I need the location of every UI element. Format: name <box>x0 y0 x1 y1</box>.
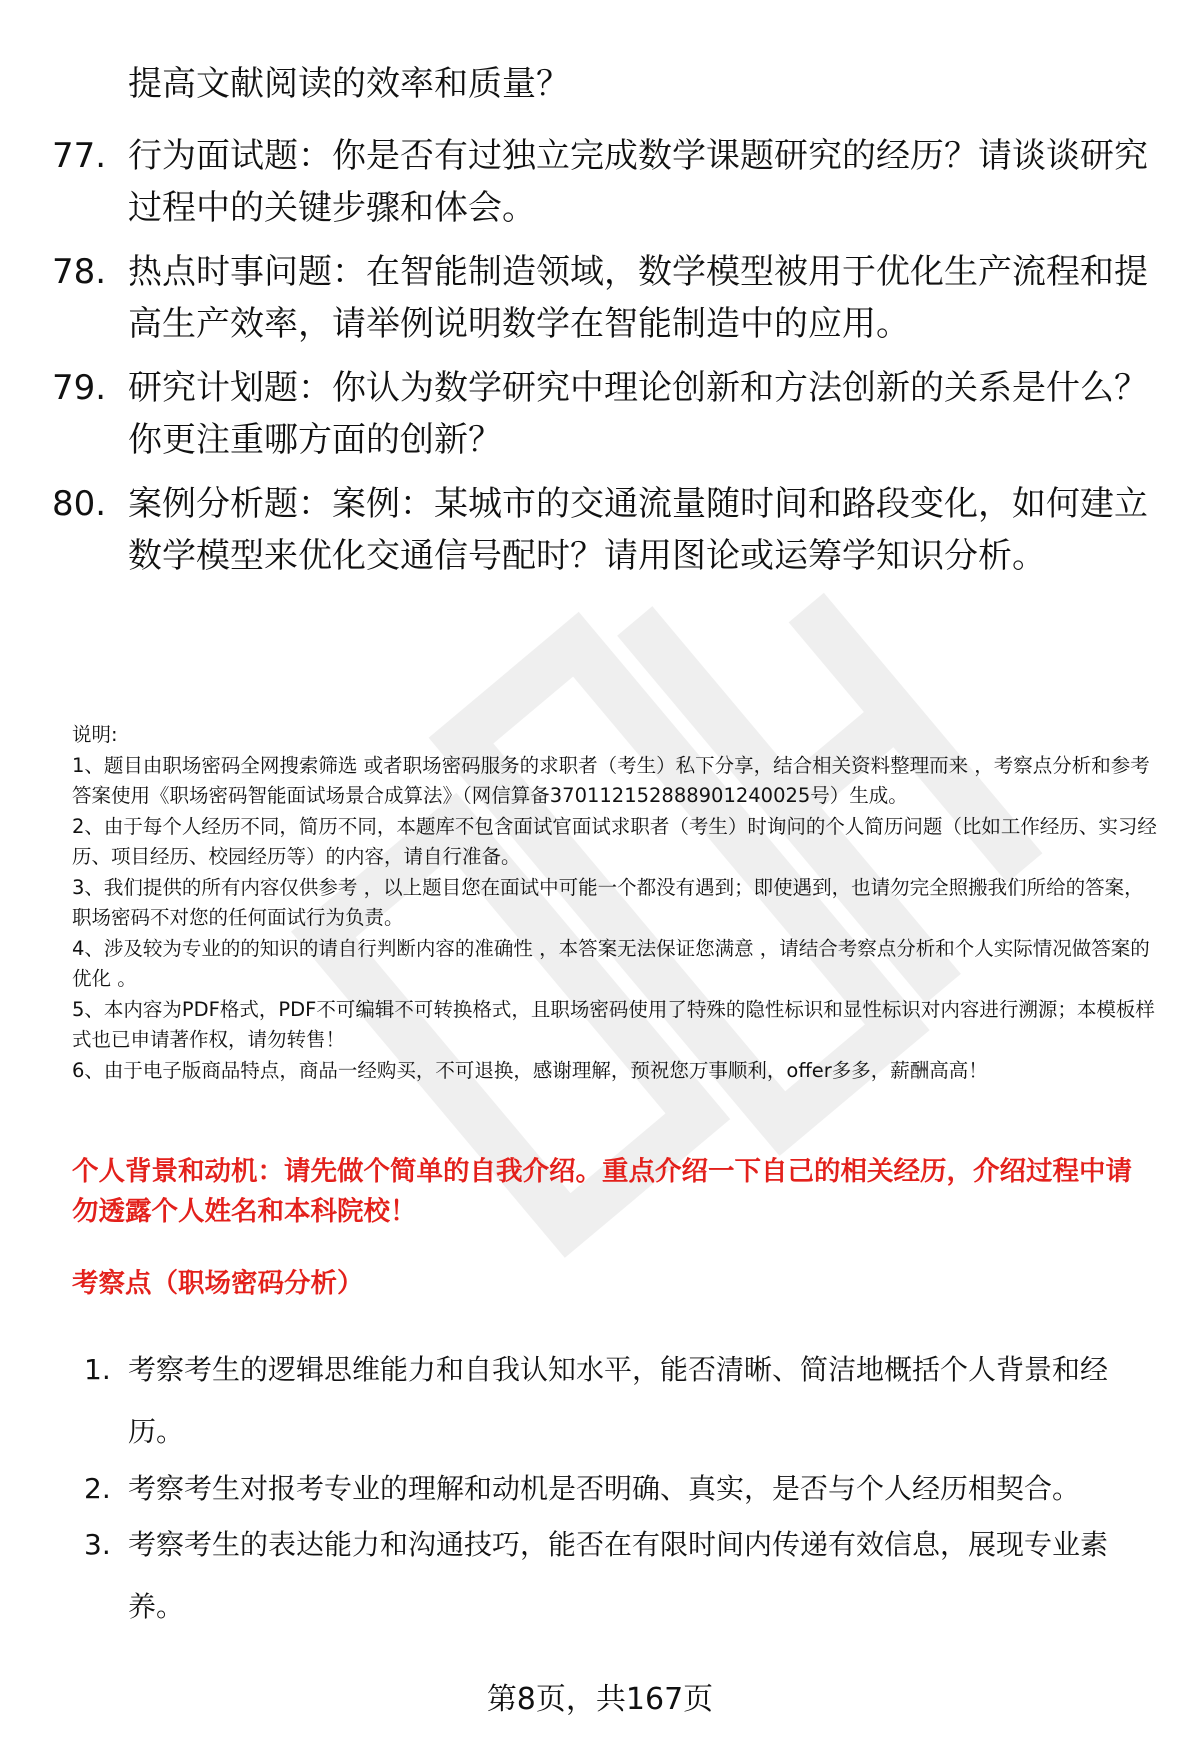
note-item: 1、题目由职场密码全网搜索筛选 或者职场密码服务的求职者（考生）私下分享，结合相关资料整理而来 ，考察点分析和参考答案使用《职场密码智能面试场景合成算法》（网信算备370112152888901240025号）生成。 <box>72 753 1150 807</box>
key-point-text: 考察考生的逻辑思维能力和自我认知水平，能否清晰、简洁地概括个人背景和经历。 <box>128 1353 1109 1448</box>
question-number: 77. <box>52 136 107 176</box>
question-number: 78. <box>52 252 107 292</box>
question-continuation: 提高文献阅读的效率和质量？ <box>128 64 570 104</box>
key-point-number: 2. <box>84 1472 111 1505</box>
key-point-number: 3. <box>84 1528 111 1561</box>
question-text: 行为面试题：你是否有过独立完成数学课题研究的经历？请谈谈研究过程中的关键步骤和体会。 <box>128 136 1148 228</box>
note-item: 3、我们提供的所有内容仅供参考 ，以上题目您在面试中可能一个都没有遇到；即使遇到，也请勿完全照搬我们所给的答案，职场密码不对您的任何面试行为负责。 <box>72 875 1144 929</box>
page-number: 第8页，共167页 <box>486 1682 714 1717</box>
key-point-number: 1. <box>84 1353 111 1386</box>
key-points-title: 考察点（职场密码分析） <box>72 1268 364 1299</box>
note-item: 4、涉及较为专业的的知识的请自行判断内容的准确性 ，本答案无法保证您满意 ，请结合考察点分析和个人实际情况做答案的优化 。 <box>72 936 1150 990</box>
key-point-text: 考察考生的表达能力和沟通技巧，能否在有限时间内传递有效信息，展现专业素养。 <box>128 1528 1109 1623</box>
key-point-text: 考察考生对报考专业的理解和动机是否明确、真实，是否与个人经历相契合。 <box>128 1472 1081 1505</box>
question-text: 热点时事问题：在智能制造领域，数学模型被用于优化生产流程和提高生产效率，请举例说明数学在智能制造中的应用。 <box>128 252 1148 344</box>
note-item: 5、本内容为PDF格式，PDF不可编辑不可转换格式，且职场密码使用了特殊的隐性标识和显性标识对内容进行溯源；本模板样式也已申请著作权，请勿转售！ <box>72 997 1155 1051</box>
note-item: 6、由于电子版商品特点，商品一经购买，不可退换，感谢理解，预祝您万事顺利，offer多多，薪酬高高！ <box>72 1058 988 1082</box>
question-text: 案例分析题：案例：某城市的交通流量随时间和路段变化，如何建立数学模型来优化交通信号配时？请用图论或运筹学知识分析。 <box>128 484 1148 576</box>
background-question: 个人背景和动机：请先做个简单的自我介绍。重点介绍一下自己的相关经历，介绍过程中请勿透露个人姓名和本科院校！ <box>72 1156 1132 1227</box>
notes-section <box>72 720 1162 1086</box>
question-number: 80. <box>52 484 107 524</box>
note-item: 2、由于每个人经历不同，简历不同，本题库不包含面试官面试求职者（考生）时询问的个人简历问题（比如工作经历、实习经历、项目经历、校园经历等）的内容，请自行准备。 <box>72 814 1157 868</box>
question-text: 研究计划题：你认为数学研究中理论创新和方法创新的关系是什么？你更注重哪方面的创新？ <box>128 368 1148 460</box>
question-number: 79. <box>52 368 107 408</box>
notes-heading: 说明: <box>72 723 118 746</box>
